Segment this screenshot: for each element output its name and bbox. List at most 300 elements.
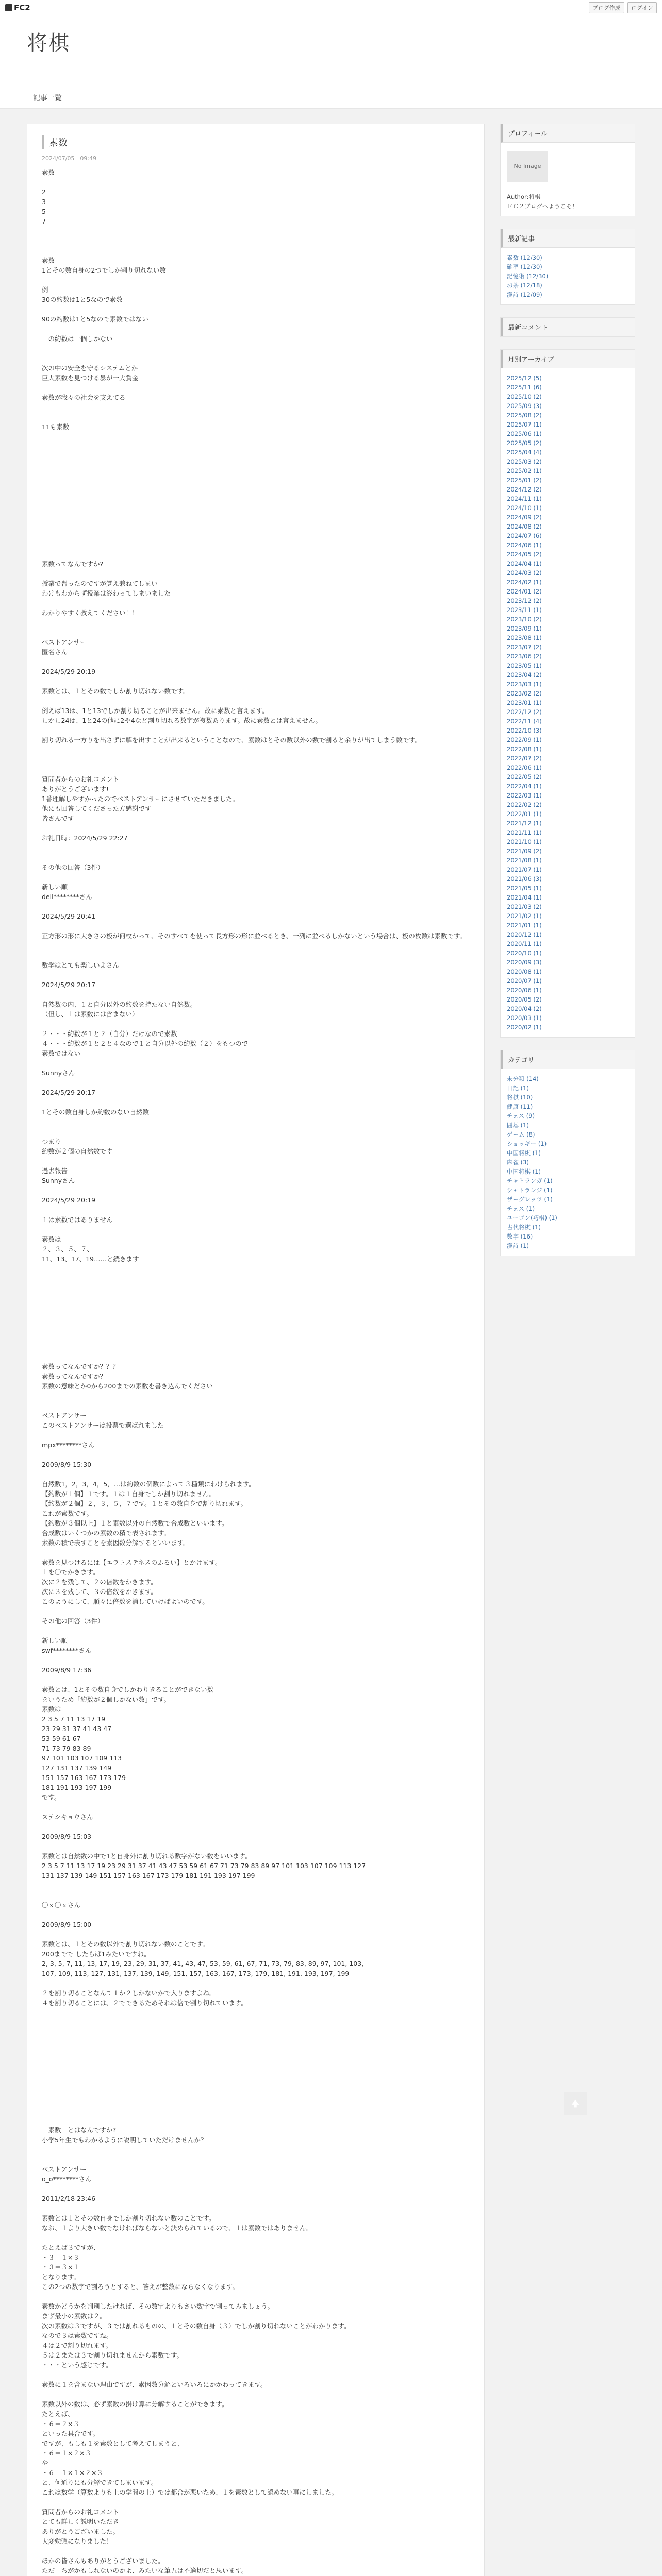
entry-line xyxy=(42,2115,470,2125)
archive-link[interactable]: 2024/10 (1) xyxy=(507,504,542,512)
entry-line xyxy=(42,510,470,520)
entry-line xyxy=(42,1225,470,1234)
entry-line xyxy=(42,481,470,490)
entry-line: 2024/5/29 20:19 xyxy=(42,668,96,675)
category-link[interactable]: ショッギー (1) xyxy=(507,1140,547,1147)
entry-line xyxy=(42,2184,470,2194)
entry-line: 例えば13は、1と13でしか割り切ることが出来ません。故に素数と言えます。 xyxy=(42,707,269,715)
archive-link[interactable]: 2022/10 (3) xyxy=(507,727,542,734)
entry-line: 約数が２個の自然数です xyxy=(42,1147,113,1155)
entry-line: 2 xyxy=(42,188,46,196)
entry-line: 【約数が３個以上】１と素数以外の自然数で合成数といいます。 xyxy=(42,1519,228,1527)
entry-line xyxy=(42,872,470,882)
entry-line xyxy=(42,853,470,862)
entry-line: ・３＝３×１ xyxy=(42,2263,79,2271)
category-link[interactable]: 古代将棋 (1) xyxy=(507,1224,541,1231)
entry-line: ありがとうございます! xyxy=(42,785,109,793)
entry-line xyxy=(42,843,470,853)
entry-line xyxy=(42,2155,470,2164)
entry-line: 97 101 103 107 109 113 xyxy=(42,1754,122,1762)
entry-line: 素数とは、１とその数でしか割り切れない数です。 xyxy=(42,687,190,695)
entry-line: ・６＝２×３ xyxy=(42,2420,79,2428)
category-link[interactable]: チェス (1) xyxy=(507,1205,535,1212)
recent-entry-link[interactable]: 確率 (12/30) xyxy=(507,263,542,270)
archive-link[interactable]: 2023/04 (2) xyxy=(507,671,542,679)
entry-line: 授業で習ったのですが覚え兼ねてしまい xyxy=(42,580,158,587)
archive-link[interactable]: 2021/07 (1) xyxy=(507,866,542,873)
entry-line xyxy=(42,549,470,559)
entry-line xyxy=(42,236,470,246)
category-link[interactable]: 麻雀 (3) xyxy=(507,1159,529,1166)
entry-line xyxy=(42,1626,470,1636)
entry-line: 自然数の内、１と自分以外の約数を持たない自然数。 xyxy=(42,1001,197,1008)
archive-link[interactable]: 2022/01 (1) xyxy=(507,810,542,818)
archive-link[interactable]: 2020/05 (2) xyxy=(507,996,542,1003)
entry-line: 他にも回答してくださった方感謝です xyxy=(42,805,152,812)
archive-link[interactable]: 2023/02 (2) xyxy=(507,690,542,697)
fc2-topbar xyxy=(0,0,662,15)
archive-link[interactable]: 2023/08 (1) xyxy=(507,634,542,641)
entries-list-link[interactable]: 記事一覧 xyxy=(33,94,62,103)
entry-line xyxy=(42,2086,470,2096)
scroll-to-top-button[interactable] xyxy=(564,2092,587,2115)
entry-line: ただ一ちがかもしれないのかよ、みたいな筆五は不適切だと思います。 xyxy=(42,2567,248,2574)
entry-line xyxy=(42,657,470,667)
archive-link[interactable]: 2020/12 (1) xyxy=(507,931,542,938)
archive-link[interactable]: 2021/03 (2) xyxy=(507,903,542,910)
entry-line xyxy=(42,2018,470,2027)
entry-line: なお、１より大きい数でなければならないと決められているので、１は素数ではありません。 xyxy=(42,2224,313,2232)
entry-line: ですが、もしも１を素数として考えてしまうと、 xyxy=(42,2439,184,2447)
archive-link[interactable]: 2022/02 (2) xyxy=(507,801,542,808)
archive-link[interactable]: 2022/08 (1) xyxy=(507,745,542,753)
entry-line xyxy=(42,2076,470,2086)
entry-line xyxy=(42,2027,470,2037)
archive-link[interactable]: 2025/07 (1) xyxy=(507,421,542,428)
entry-line: 7 xyxy=(42,217,46,225)
category-link[interactable]: チェス (9) xyxy=(507,1112,535,1120)
recent-entry-link[interactable]: 漢詩 (12/09) xyxy=(507,291,542,298)
entry-line xyxy=(42,2106,470,2115)
recent-entries-title: 最新記事 xyxy=(501,229,635,248)
entry-line xyxy=(42,1841,470,1851)
entry-line: や xyxy=(42,2459,48,2467)
entry-line: 素数以外の数は、必ず素数の掛け算に分解することができます。 xyxy=(42,2400,228,2408)
entry-line: 90の約数は1と5なので素数ではない xyxy=(42,315,148,323)
entry-line: Sunnyさん xyxy=(42,1069,75,1077)
entry-line: 131 137 139 149 151 157 163 167 173 179 181 191 193 197 199 xyxy=(42,1872,255,1879)
entry-line: 正方形の形に大きさの板が何枚かって、そのすべてを使って長方形の形に並べるとき、一列に並べるしかないという場合は、板の枚数は素数です。 xyxy=(42,932,467,940)
entry-line: 2024/5/29 20:17 xyxy=(42,1089,96,1096)
entry-line xyxy=(42,2292,470,2301)
categories-title: カテゴリ xyxy=(501,1050,635,1069)
entry-line: Sunnyさん xyxy=(42,1177,75,1184)
archive-link[interactable]: 2025/12 (5) xyxy=(507,375,542,382)
archive-link[interactable]: 2025/09 (3) xyxy=(507,402,542,410)
archive-link[interactable]: 2023/09 (1) xyxy=(507,625,542,632)
entry-line: 2011/2/18 23:46 xyxy=(42,2195,96,2202)
entry-line xyxy=(42,1401,470,1411)
entry-line xyxy=(42,471,470,481)
entry-line xyxy=(42,1019,470,1029)
entry-line: 30の約数は1と5なので素数 xyxy=(42,296,123,303)
entry-line: 巨大素数を見つける暴が一大賞金 xyxy=(42,374,139,382)
entry-line: 【約数が２個】２，３，５，７です。１とその数自身で割り切れます。 xyxy=(42,1500,247,1507)
entry-line xyxy=(42,725,470,735)
archive-link[interactable]: 2024/11 (1) xyxy=(507,495,542,502)
category-link[interactable]: 将棋 (10) xyxy=(507,1094,533,1101)
archive-link[interactable]: 2021/02 (1) xyxy=(507,912,542,920)
recent-entry-link[interactable]: 記憶術 (12/30) xyxy=(507,273,549,280)
fc2-logo[interactable] xyxy=(5,3,30,12)
archive-link[interactable]: 2020/03 (1) xyxy=(507,1014,542,1022)
entry-line xyxy=(42,745,470,755)
archive-link[interactable]: 2022/12 (2) xyxy=(507,708,542,716)
entry-line xyxy=(42,2370,470,2380)
entry-line xyxy=(42,628,470,637)
entry-line xyxy=(42,177,470,187)
archive-link[interactable]: 2024/12 (2) xyxy=(507,486,542,493)
entry-line xyxy=(42,676,470,686)
archive-link[interactable]: 2021/11 (1) xyxy=(507,829,542,836)
entry-line: 「素数」とはなんですか? xyxy=(42,2126,117,2134)
entry-line: 11も素数 xyxy=(42,423,70,431)
sidebar xyxy=(500,124,635,2576)
recent-comments-plugin xyxy=(500,317,635,337)
recent-entries-list xyxy=(501,248,635,304)
category-link[interactable]: 中国将棋 (1) xyxy=(507,1149,541,1157)
archive-link[interactable]: 2021/09 (2) xyxy=(507,848,542,855)
entry-line xyxy=(42,696,470,706)
category-link[interactable]: ザーグレッツ (1) xyxy=(507,1196,553,1203)
entry-line: をいうため「約数が２個しかない数」です。 xyxy=(42,1696,171,1703)
entry-line xyxy=(42,1117,470,1127)
archive-link[interactable]: 2024/07 (6) xyxy=(507,532,542,539)
entry-line xyxy=(42,1880,470,1890)
arrow-up-icon xyxy=(570,2098,581,2109)
entry-line: とても詳しく説明いただき xyxy=(42,2518,120,2526)
entry-line xyxy=(42,2047,470,2057)
archive-link[interactable]: 2022/05 (2) xyxy=(507,773,542,781)
archive-link[interactable]: 2020/09 (3) xyxy=(507,959,542,966)
entry-line xyxy=(42,226,470,236)
archive-link[interactable]: 2020/02 (1) xyxy=(507,1024,542,1031)
profile-author: Author:将棋 xyxy=(507,193,541,200)
archive-link[interactable]: 2021/08 (1) xyxy=(507,857,542,864)
entry-line xyxy=(42,1978,470,1988)
category-link[interactable]: 囲碁 (1) xyxy=(507,1122,529,1129)
entry-line xyxy=(42,2145,470,2155)
archive-link[interactable]: 2021/01 (1) xyxy=(507,922,542,929)
recent-entries-plugin xyxy=(500,229,635,305)
archive-link[interactable]: 2021/12 (1) xyxy=(507,820,542,827)
entry-line: 割り切れる一方りを出さずに解を出すことが出来るということなので、素数はとその数以外の数で割ると余りが出てしまう数です。 xyxy=(42,736,422,744)
entry-line xyxy=(42,275,470,285)
login-button[interactable]: ログイン xyxy=(627,2,657,13)
archive-link[interactable]: 2023/06 (2) xyxy=(507,653,542,660)
archive-link[interactable]: 2022/03 (1) xyxy=(507,792,542,799)
entry-line: 素数は xyxy=(42,1705,61,1713)
entry-line xyxy=(42,765,470,774)
entry-line xyxy=(42,1822,470,1832)
category-link[interactable]: 健康 (11) xyxy=(507,1103,533,1110)
archive-link[interactable]: 2023/01 (1) xyxy=(507,699,542,706)
entry-line xyxy=(42,324,470,334)
entry-body xyxy=(42,167,470,2576)
entry-line: まず最小の素数は２。 xyxy=(42,2312,107,2320)
entry-line: 素数かどうかを判別したければ、その数字よりもさい数字で割ってみましょう。 xyxy=(42,2302,274,2310)
entry-line xyxy=(42,1352,470,1362)
entry-line xyxy=(42,2066,470,2076)
entry-line xyxy=(42,1391,470,1401)
entry-line: ・６＝１×２×３ xyxy=(42,2449,91,2457)
entry-line xyxy=(42,598,470,608)
archive-link[interactable]: 2025/03 (2) xyxy=(507,458,542,465)
entry-line: 2 3 5 7 11 13 17 19 xyxy=(42,1715,106,1723)
archive-link[interactable]: 2025/10 (2) xyxy=(507,393,542,400)
entry-line xyxy=(42,1606,470,1616)
entry-line xyxy=(42,1890,470,1900)
entry-line xyxy=(42,755,470,765)
entry-line: ４・・・約数が１と２と４なので１と自分以外の約数（２）をもつので xyxy=(42,1040,249,1047)
category-link[interactable]: ユーゴン(巧棋) (1) xyxy=(507,1214,557,1222)
entry-line: 次に３を残して、３の倍数をかきます。 xyxy=(42,1588,157,1596)
entry-line xyxy=(42,1283,470,1293)
entry-line: わけもわからず授業は終わってしまいました xyxy=(42,589,171,597)
archive-link[interactable]: 2024/05 (2) xyxy=(507,551,542,558)
entry-line: swf********さん xyxy=(42,1647,92,1654)
archive-link[interactable]: 2025/02 (1) xyxy=(507,467,542,474)
entry-line: 一の約数は一個しかない xyxy=(42,335,113,343)
entry-line xyxy=(42,451,470,461)
entry-line xyxy=(42,618,470,628)
archive-link[interactable]: 2025/08 (2) xyxy=(507,412,542,419)
entry-line: １は素数ではありません xyxy=(42,1216,113,1224)
nav-bar xyxy=(0,88,662,109)
profile-noimage: No Image xyxy=(507,151,548,182)
recent-comments-title: 最新コメント xyxy=(501,318,635,336)
entry-line: ありがとうございました。 xyxy=(42,2528,120,2535)
entry-line: 素数とは１とその数自身でしか割り切れない数のことです。 xyxy=(42,2214,216,2222)
entry-line: 合成数はいくつかの素数の積で表されます。 xyxy=(42,1529,171,1537)
entry-line: 次の中の安全を守るシステムとか xyxy=(42,364,138,372)
entry-line: 数学はとても楽しいよさん xyxy=(42,961,120,969)
entry-line xyxy=(42,432,470,442)
archives-title: 月別アーカイブ xyxy=(501,350,635,368)
archive-link[interactable]: 2023/10 (2) xyxy=(507,616,542,623)
entry-line: 新しい順 xyxy=(42,883,68,891)
entry-line xyxy=(42,1274,470,1283)
archive-link[interactable]: 2020/07 (1) xyxy=(507,977,542,985)
entry-line xyxy=(42,1264,470,1274)
archive-link[interactable]: 2021/06 (3) xyxy=(507,875,542,883)
entry-line: つまり xyxy=(42,1138,61,1145)
entry-line: 素数 xyxy=(42,257,55,264)
entry-line: 小学5年生でもわかるように説明していただけませんか？ xyxy=(42,2136,207,2144)
archive-link[interactable]: 2020/10 (1) xyxy=(507,950,542,957)
entry-line: 2009/8/9 15:03 xyxy=(42,1833,92,1840)
entry-line: ベストアンサー xyxy=(42,2165,87,2173)
archive-link[interactable]: 2022/11 (4) xyxy=(507,718,542,725)
entry-line xyxy=(42,353,470,363)
entry-line xyxy=(42,1303,470,1313)
entry-line: ２、３、５、７、 xyxy=(42,1245,94,1253)
entry-line xyxy=(42,1097,470,1107)
entry-line: 質問者からのお礼コメント xyxy=(42,2508,120,2516)
entry-line: 1番理解しやすかったのでベストアンサーにさせていただきました。 xyxy=(42,795,239,803)
archive-link[interactable]: 2020/11 (1) xyxy=(507,940,542,947)
entry-line: 素数ってなんですか？ xyxy=(42,1372,107,1380)
entry-line: 次の素数は３ですが、３では割れるものの、１とその数自身（３）でしか割り切れないことがわかります。 xyxy=(42,2322,351,2330)
archive-link[interactable]: 2025/11 (6) xyxy=(507,384,542,391)
entry-line xyxy=(42,442,470,451)
entry-line xyxy=(42,1655,470,1665)
entry-line: （但し、１は素数には含まない） xyxy=(42,1010,139,1018)
entry-line: 【約数が１個】１です。１は１自身でしか割り切れません。 xyxy=(42,1490,216,1498)
archive-link[interactable]: 2024/03 (2) xyxy=(507,569,542,577)
archive-link[interactable]: 2023/12 (2) xyxy=(507,597,542,604)
archive-link[interactable]: 2021/10 (1) xyxy=(507,838,542,845)
category-link[interactable]: ゲーム (8) xyxy=(507,1131,535,1138)
entry-line xyxy=(42,1078,470,1088)
category-link[interactable]: 中国将棋 (1) xyxy=(507,1168,541,1175)
entry-line xyxy=(42,1548,470,1557)
entry-line: 素数とは自然数の中で1と自身外に割り切れる数字がない数をいいます。 xyxy=(42,1852,252,1860)
entry-title[interactable]: 素数 xyxy=(42,135,470,149)
blog-header xyxy=(0,15,662,88)
blog-title[interactable]: 将棋 xyxy=(27,31,70,55)
archive-link[interactable]: 2022/04 (1) xyxy=(507,783,542,790)
entry-line xyxy=(42,500,470,510)
entry-line: 23 29 31 37 41 43 47 xyxy=(42,1725,112,1733)
entry-line xyxy=(42,1205,470,1215)
entry-line: ４を割り切ることには、２でできるためそれは倍で割り切れています。 xyxy=(42,1999,248,2007)
archive-link[interactable]: 2023/11 (1) xyxy=(507,606,542,614)
entry-line: 素数 xyxy=(42,168,55,176)
entry-line xyxy=(42,402,470,412)
entry-line: その他の回答（3件） xyxy=(42,863,104,871)
entry-line: ２・・・約数が１と２（自分）だけなので素数 xyxy=(42,1030,177,1038)
entry-line: 2009/8/9 15:30 xyxy=(42,1461,92,1468)
entry-line: 127 131 137 139 149 xyxy=(42,1764,112,1772)
topbar-buttons xyxy=(589,2,657,13)
entry-line: 例 xyxy=(42,286,48,294)
entry-line: mpx********さん xyxy=(42,1441,95,1449)
entry-line xyxy=(42,2057,470,2066)
archive-link[interactable]: 2024/08 (2) xyxy=(507,523,542,530)
archive-link[interactable]: 2024/01 (2) xyxy=(507,588,542,595)
entry-line: たとえば３ですが、 xyxy=(42,2244,100,2251)
entry-line: ４は２で割り切れます。 xyxy=(42,2342,112,2349)
archive-link[interactable]: 2024/09 (2) xyxy=(507,514,542,521)
entry-line: 匿名さん xyxy=(42,648,68,656)
entry-line xyxy=(42,1058,470,1068)
entry-line xyxy=(42,1910,470,1920)
archive-link[interactable]: 2022/07 (2) xyxy=(507,755,542,762)
archive-link[interactable]: 2020/06 (1) xyxy=(507,987,542,994)
archive-link[interactable]: 2025/05 (2) xyxy=(507,439,542,447)
recent-entry-link[interactable]: お茶 (12/18) xyxy=(507,282,542,289)
archive-link[interactable]: 2023/03 (1) xyxy=(507,681,542,688)
entry-line xyxy=(42,1450,470,1460)
entry-line xyxy=(42,2546,470,2556)
entry-line: 53 59 61 67 xyxy=(42,1735,81,1742)
entry-line: このベストアンサーは投票で選ばれました xyxy=(42,1421,164,1429)
archive-link[interactable]: 2024/02 (1) xyxy=(507,579,542,586)
entry-line xyxy=(42,520,470,530)
category-link[interactable]: シャトランジ (1) xyxy=(507,1187,553,1194)
create-blog-button[interactable]: ブログ作成 xyxy=(589,2,624,13)
archive-link[interactable]: 2022/06 (1) xyxy=(507,764,542,771)
profile-plugin-title: プロフィール xyxy=(501,124,635,143)
archive-link[interactable]: 2023/07 (2) xyxy=(507,643,542,651)
archive-link[interactable]: 2021/05 (1) xyxy=(507,885,542,892)
category-link[interactable]: チャトランガ (1) xyxy=(507,1177,553,1184)
entry-line xyxy=(42,1313,470,1323)
archive-link[interactable]: 2021/04 (1) xyxy=(507,894,542,901)
entry-line: 大変勉強になりました！ xyxy=(42,2537,113,2545)
entry-line xyxy=(42,2233,470,2243)
category-link[interactable]: 数字 (16) xyxy=(507,1233,533,1240)
entry-line: ・６＝１×１×２×３ xyxy=(42,2469,103,2477)
archive-link[interactable]: 2025/06 (1) xyxy=(507,430,542,437)
entry-line: 2, 3, 5, 7, 11, 13, 17, 19, 23, 29, 31, 37, 41, 43, 47, 53, 59, 61, 67, 71, 73, 79, 83, 89, 97, 101, 103, xyxy=(42,1960,364,1968)
archive-link[interactable]: 2020/08 (1) xyxy=(507,968,542,975)
entry-line xyxy=(42,2008,470,2018)
entry-line: 素数ってなんですか? xyxy=(42,560,104,568)
entry-line xyxy=(42,2096,470,2106)
entry-line: わかりやすく教えてください！！ xyxy=(42,609,139,617)
entry-line xyxy=(42,990,470,999)
entry-line: となります。 xyxy=(42,2273,80,2281)
archive-link[interactable]: 2024/06 (1) xyxy=(507,541,542,549)
archive-link[interactable]: 2020/04 (2) xyxy=(507,1005,542,1012)
archive-link[interactable]: 2024/04 (1) xyxy=(507,560,542,567)
entry-line: 質問者からのお礼コメント xyxy=(42,775,120,783)
entry-line xyxy=(42,1323,470,1332)
main-column xyxy=(27,124,485,2576)
entry-line xyxy=(42,490,470,500)
entry-line: 1とその数自身しか約数のない自然数 xyxy=(42,1108,149,1116)
content-wrapper xyxy=(27,124,635,2576)
category-link[interactable]: 未分類 (14) xyxy=(507,1075,539,1082)
category-link[interactable]: 日記 (1) xyxy=(507,1084,529,1092)
entry-line xyxy=(42,530,470,539)
entry-line: 素数に１を含まない理由ですが、素因数分解といろいろにかかわってきます。 xyxy=(42,2381,267,2388)
entry-line: 2009/8/9 17:36 xyxy=(42,1666,92,1674)
entry-line: 素数が我々の社会を支えてる xyxy=(42,394,126,401)
entry-line: 3 xyxy=(42,198,46,206)
entry-line: 200までで したらば1みたいですね。 xyxy=(42,1950,151,1958)
entry-line: 素数ってなんですか？？？ xyxy=(42,1363,120,1370)
recent-entry-link[interactable]: 素数 (12/30) xyxy=(507,254,542,261)
archive-link[interactable]: 2025/04 (4) xyxy=(507,449,542,456)
archive-link[interactable]: 2023/05 (1) xyxy=(507,662,542,669)
entry-line: 2024/5/29 20:17 xyxy=(42,981,96,989)
entry-line: 151 157 163 167 173 179 xyxy=(42,1774,126,1782)
profile-welcome: ＦＣ２ブログへようこそ！ xyxy=(507,202,578,210)
entry-line xyxy=(42,1185,470,1195)
category-link[interactable]: 漢詩 (1) xyxy=(507,1242,529,1249)
entry-line: ベストアンサー xyxy=(42,638,87,646)
archive-link[interactable]: 2025/01 (2) xyxy=(507,477,542,484)
entry-line: 1とその数自身の2つでしか割り切れない数 xyxy=(42,266,166,274)
entry-line: 自然数1，2，3，4，5，…は約数の個数によって３種類にわけられます。 xyxy=(42,1480,255,1488)
entry-line: 素数とは、1とその数自身でしかわりきることができない数 xyxy=(42,1686,213,1693)
entry-line: 107, 109, 113, 127, 131, 137, 139, 149, 151, 157, 163, 167, 173, 179, 181, 191, 193, 197, 199 xyxy=(42,1970,350,1977)
fc2-logo-icon xyxy=(5,4,12,11)
archive-link[interactable]: 2022/09 (1) xyxy=(507,736,542,743)
